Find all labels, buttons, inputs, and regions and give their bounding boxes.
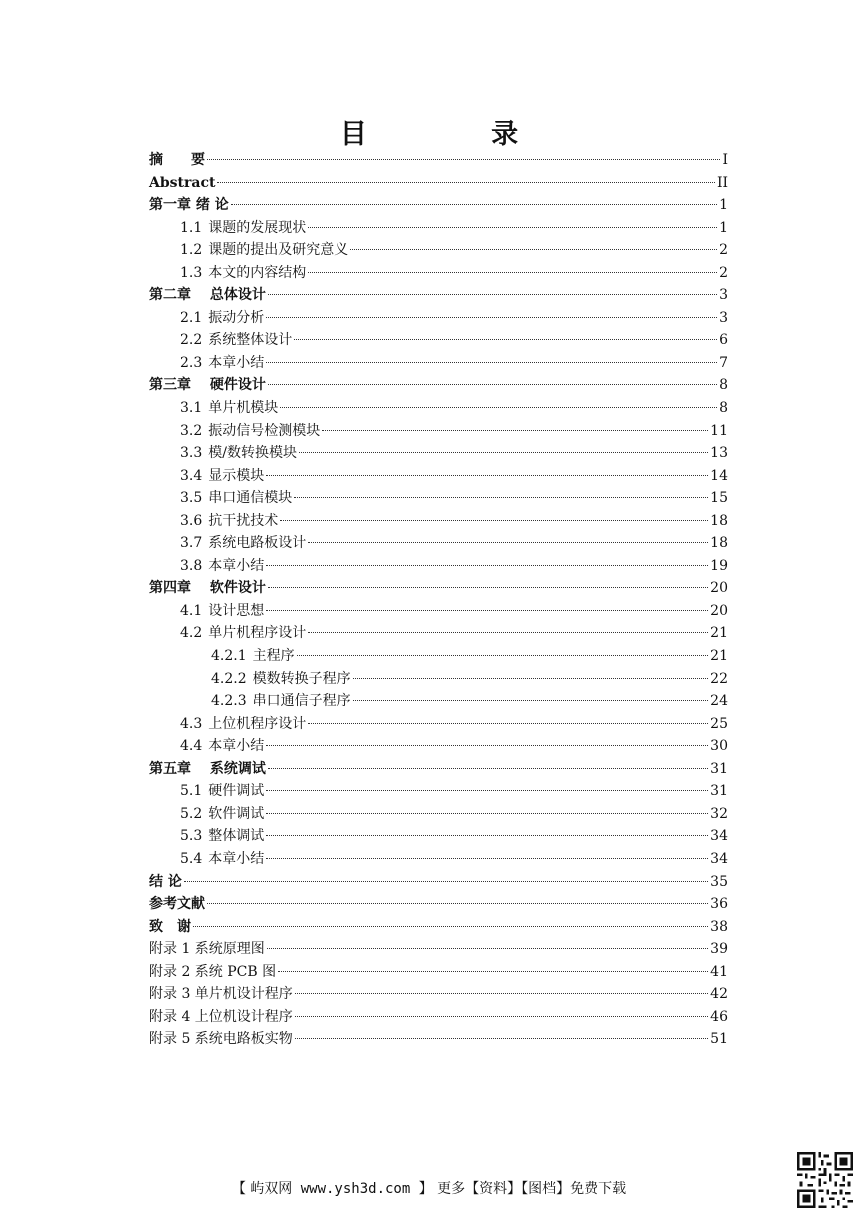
toc-entry-page: 8 [719, 377, 728, 394]
toc-entry-page: 51 [710, 1031, 728, 1048]
toc-entry-page: 25 [710, 715, 728, 732]
toc-dot-leader [193, 926, 708, 927]
toc-entry [149, 217, 728, 240]
footer-more-text: 更多【资料】【图档】免费下载 [437, 1181, 627, 1197]
toc-entry-number: 5.4 [180, 850, 203, 867]
toc-entry [149, 307, 728, 330]
toc-entry-number: 3.1 [180, 400, 203, 417]
toc-dot-leader [266, 858, 708, 859]
toc-entry [149, 1028, 728, 1051]
toc-entry [149, 825, 728, 848]
toc-entry [149, 645, 728, 668]
toc-dot-leader [268, 768, 708, 769]
toc-entry-number: 5.2 [180, 805, 203, 822]
toc-dot-leader [308, 632, 708, 633]
toc-dot-leader [268, 384, 717, 385]
toc-entry-title: 参考文献 [149, 896, 205, 913]
toc-dot-leader [207, 903, 708, 904]
toc-entry-title: 单片机程序设计 [208, 625, 307, 642]
toc-entry-page: 13 [710, 445, 728, 462]
toc-entry [149, 194, 728, 217]
toc-entry-number: 4.2.1 [211, 648, 247, 665]
toc-dot-leader [299, 452, 708, 453]
toc-entry-title: 单片机模块 [208, 400, 279, 417]
toc-dot-leader [266, 362, 717, 363]
toc-entry-page: 6 [719, 332, 728, 349]
toc-entry-number: 3.4 [180, 467, 203, 484]
toc-dot-leader [266, 790, 708, 791]
toc-entry [149, 442, 728, 465]
toc-entry-title: 附录 3 单片机设计程序 [149, 986, 293, 1003]
toc-entry [149, 352, 728, 375]
toc-entry-number: 1.3 [180, 264, 203, 281]
toc-entry-page: 20 [710, 580, 728, 597]
toc-entry-page: 18 [710, 535, 728, 552]
toc-entry [149, 577, 728, 600]
toc-entry-page: 34 [710, 828, 728, 845]
toc-entry-number: 3.5 [180, 490, 203, 507]
toc-dot-leader [268, 587, 708, 588]
toc-dot-leader [268, 294, 717, 295]
toc-entry-number: 4.4 [180, 738, 203, 755]
toc-entry [149, 239, 728, 262]
toc-entry [149, 329, 728, 352]
toc-entry [149, 600, 728, 623]
toc-entry-number: 4.3 [180, 715, 203, 732]
toc-dot-leader [280, 520, 708, 521]
toc-entry-title: 串口通信模块 [208, 490, 293, 507]
toc-dot-leader [295, 993, 708, 994]
footer-open-bracket: 【 [231, 1181, 251, 1197]
toc-entry-page: 2 [719, 242, 728, 259]
toc-entry-title: 模/数转换模块 [208, 445, 297, 462]
footer-banner[interactable] [0, 1178, 858, 1198]
toc-entry-number: 3.6 [180, 512, 203, 529]
toc-entry [149, 983, 728, 1006]
toc-entry-number: 2.3 [180, 354, 203, 371]
toc-entry [149, 465, 728, 488]
toc-entry-title: 本章小结 [208, 557, 265, 574]
toc-entry-page: 19 [710, 557, 728, 574]
toc-entry-number: 4.1 [180, 602, 203, 619]
footer-site-name: 屿双网 [250, 1181, 293, 1197]
toc-dot-leader [184, 881, 708, 882]
toc-entry-page: II [716, 174, 728, 191]
toc-entry [149, 758, 728, 781]
toc-entry-page: 21 [710, 625, 728, 642]
toc-entry [149, 780, 728, 803]
toc-dot-leader [266, 813, 708, 814]
toc-entry [149, 961, 728, 984]
toc-entry-page: 35 [710, 873, 728, 890]
toc-dot-leader [267, 948, 708, 949]
toc-entry-title: 课题的发展现状 [208, 219, 307, 236]
toc-entry-page: 30 [710, 738, 728, 755]
toc-entry-page: 38 [710, 918, 728, 935]
toc-dot-leader [353, 678, 709, 679]
toc-entry [149, 668, 728, 691]
toc-entry-number: 4.2.3 [211, 693, 247, 710]
toc-entry-title: 课题的提出及研究意义 [208, 242, 349, 259]
toc-entry-page: 31 [710, 760, 728, 777]
toc-entry [149, 871, 728, 894]
toc-entry-title: 本章小结 [208, 354, 265, 371]
toc-dot-leader [295, 1038, 708, 1039]
toc-entry-title: 第一章 绪 论 [149, 197, 229, 214]
toc-entry-title: 系统电路板设计 [208, 535, 307, 552]
toc-dot-leader [266, 835, 708, 836]
toc-entry-page: 20 [710, 602, 728, 619]
toc-dot-leader [266, 565, 708, 566]
toc-entry-page: 1 [719, 219, 728, 236]
toc-dot-leader [350, 249, 717, 250]
footer-close-bracket: 】 [418, 1181, 438, 1197]
toc-entry-page: 24 [710, 693, 728, 710]
toc-entry [149, 262, 728, 285]
toc-entry-page: 36 [710, 896, 728, 913]
toc-entry-page: 7 [719, 354, 728, 371]
toc-dot-leader [308, 542, 708, 543]
toc-entry-title: 第五章 系统调试 [149, 760, 266, 777]
toc-entry-page: 3 [719, 309, 728, 326]
toc-entry [149, 916, 728, 939]
toc-entry-title: 模数转换子程序 [252, 670, 351, 687]
toc-entry [149, 172, 728, 195]
toc-entry-title: 致 谢 [149, 918, 191, 935]
toc-entry [149, 284, 728, 307]
toc-entry-page: 14 [710, 467, 728, 484]
toc-entry [149, 1006, 728, 1029]
toc-entry-title: 本章小结 [208, 738, 265, 755]
toc-entry-title: 抗干扰技术 [208, 512, 279, 529]
toc-entry [149, 690, 728, 713]
page-title: 目 录 [339, 119, 567, 150]
toc-entry-page: 22 [710, 670, 728, 687]
toc-entry-title: 结 论 [149, 873, 182, 890]
toc-dot-leader [266, 475, 708, 476]
toc-entry [149, 803, 728, 826]
toc-entry [149, 893, 728, 916]
toc-entry [149, 487, 728, 510]
toc-entry-title: 附录 5 系统电路板实物 [149, 1031, 293, 1048]
toc-dot-leader [308, 723, 708, 724]
toc-entry-title: 第二章 总体设计 [149, 287, 266, 304]
toc-entry-title: 整体调试 [208, 828, 265, 845]
toc-entry-title: 软件调试 [208, 805, 265, 822]
toc-entry-page: 41 [710, 963, 728, 980]
toc-entry-number: 3.3 [180, 445, 203, 462]
toc-entry-page: I [722, 152, 728, 168]
footer-url[interactable]: www.ysh3d.com [292, 1181, 419, 1197]
toc-entry-title: 附录 4 上位机设计程序 [149, 1008, 293, 1025]
qr-code-icon [797, 1152, 853, 1208]
toc-entry-title: 本章小结 [208, 850, 265, 867]
toc-dot-leader [353, 700, 709, 701]
toc-entry-page: 46 [710, 1008, 728, 1025]
toc-entry [149, 149, 728, 172]
toc-entry-title: 本文的内容结构 [208, 264, 307, 281]
toc-dot-leader [294, 339, 717, 340]
toc-entry-number: 1.2 [180, 242, 203, 259]
toc-entry-title: 振动信号检测模块 [208, 422, 321, 439]
toc-entry [149, 622, 728, 645]
toc-entry [149, 848, 728, 871]
toc-entry-title: 显示模块 [208, 467, 265, 484]
toc-entry-number: 1.1 [180, 219, 203, 236]
toc-dot-leader [308, 272, 717, 273]
toc-entry-page: 15 [710, 490, 728, 507]
toc-entry-number: 2.2 [180, 332, 203, 349]
toc-entry-number: 5.1 [180, 783, 203, 800]
toc-dot-leader [295, 1016, 708, 1017]
toc-entry [149, 374, 728, 397]
toc-dot-leader [231, 204, 717, 205]
toc-entry [149, 510, 728, 533]
toc-entry-number: 4.2 [180, 625, 203, 642]
toc-entry-title: 上位机程序设计 [208, 715, 307, 732]
toc-dot-leader [297, 655, 709, 656]
toc-dot-leader [266, 745, 708, 746]
toc-entry-page: 18 [710, 512, 728, 529]
toc-dot-leader [294, 497, 708, 498]
toc-entry-page: 2 [719, 264, 728, 281]
toc-entry [149, 713, 728, 736]
toc-entry-page: 8 [719, 400, 728, 417]
toc-entry-number: 3.2 [180, 422, 203, 439]
toc-entry-title: 附录 2 系统 PCB 图 [149, 963, 277, 980]
toc-entry-page: 32 [710, 805, 728, 822]
toc-entry-number: 2.1 [180, 309, 203, 326]
toc-entry-page: 11 [710, 422, 728, 439]
toc-dot-leader [266, 317, 717, 318]
toc-entry [149, 555, 728, 578]
toc-entry-page: 39 [710, 941, 728, 958]
toc-entry-page: 3 [719, 287, 728, 304]
toc-entry-page: 42 [710, 986, 728, 1003]
toc-entry-title: Abstract [149, 174, 216, 191]
toc-dot-leader [266, 610, 708, 611]
toc-entry-page: 1 [719, 197, 728, 214]
toc-entry-number: 5.3 [180, 828, 203, 845]
toc-entry-number: 4.2.2 [211, 670, 247, 687]
toc-entry-number: 3.7 [180, 535, 203, 552]
toc-entry-title: 主程序 [252, 648, 295, 665]
toc-entry-title: 系统整体设计 [208, 332, 293, 349]
toc-entry-title: 第四章 软件设计 [149, 580, 266, 597]
toc-entry-title: 摘 要 [149, 152, 205, 168]
toc-entry [149, 938, 728, 961]
toc-dot-leader [217, 182, 714, 183]
toc-dot-leader [308, 227, 717, 228]
toc-dot-leader [278, 971, 708, 972]
table-of-contents [149, 149, 728, 1051]
toc-entry-title: 振动分析 [208, 309, 265, 326]
toc-entry-page: 34 [710, 850, 728, 867]
toc-entry-title: 设计思想 [208, 602, 265, 619]
toc-entry-title: 附录 1 系统原理图 [149, 941, 265, 958]
toc-entry [149, 735, 728, 758]
toc-entry-page: 31 [710, 783, 728, 800]
toc-entry-number: 3.8 [180, 557, 203, 574]
toc-dot-leader [322, 430, 708, 431]
toc-entry-title: 第三章 硬件设计 [149, 377, 266, 394]
toc-entry [149, 420, 728, 443]
toc-dot-leader [280, 407, 717, 408]
toc-entry [149, 397, 728, 420]
toc-entry-page: 21 [710, 648, 728, 665]
toc-entry-title: 硬件调试 [208, 783, 265, 800]
toc-dot-leader [207, 159, 720, 160]
toc-entry-title: 串口通信子程序 [252, 693, 351, 710]
toc-entry [149, 532, 728, 555]
